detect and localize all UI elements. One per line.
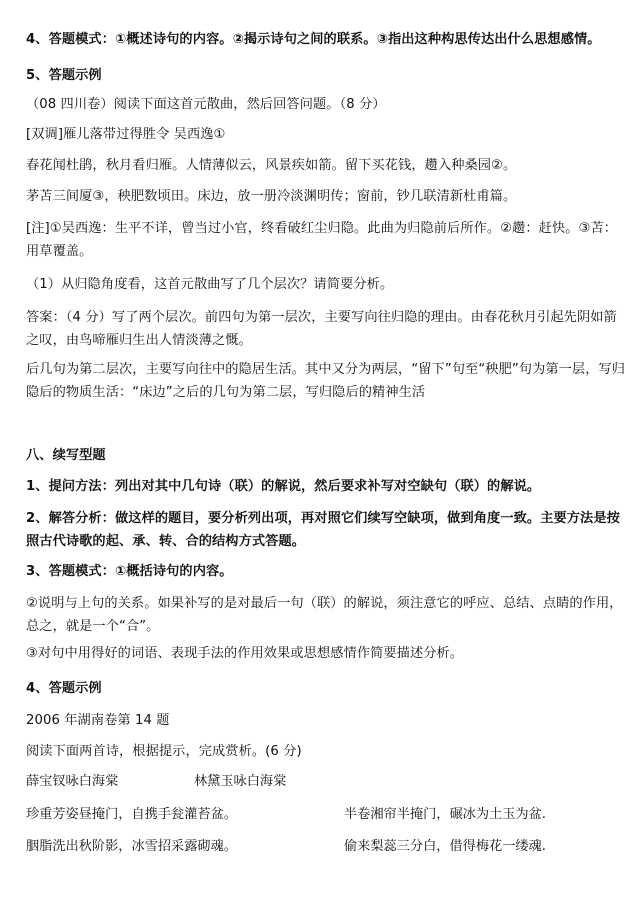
answer-mode-4: 4、答题模式：①概述诗句的内容。②揭示诗句之间的联系。③指出这种构思传达出什么思想感情。 [26, 32, 601, 47]
poem-b-line-2: 偷来梨蕊三分白，借得梅花一缕魂. [344, 839, 547, 854]
poem-a-line-2: 胭脂洗出秋阶影，冰雪招采露砌魂。 [26, 839, 237, 854]
answer-paragraph-1: 答案：（4 分）写了两个层次。前四句为第一层次，主要写向往归隐的理由。由春花秋月引起先阴如箭之叹，由鸟啼雁归生出人情淡薄之慨。 [26, 310, 617, 348]
poem-a-title: 薛宝钗咏白海棠 [26, 774, 119, 789]
method-1: 1、提问方法：列出对其中几句诗（联）的解说，然后要求补写对空缺句（联）的解说。 [26, 479, 541, 494]
poem-b-line-1: 半卷湘帘半掩门，碾冰为土玉为盆. [344, 807, 547, 822]
poem-b-title: 林黛玉咏白海棠 [194, 774, 287, 789]
poem-line-2: 茅苫三间厦③，秧肥数顷田。床边，放一册冷淡渊明传；窗前，钞几联清新杜甫篇。 [26, 189, 517, 204]
answer-paragraph-2: 后几句为第二层次，主要写向往中的隐居生活。其中又分为两层，“留下”句至“秧肥”句为第一层，写归隐后的物质生活：“床边”之后的几句为第二层，写归隐后的精神生活 [26, 362, 626, 400]
poem-line-1: 春花闻杜鹃，秋月看归雁。人情薄似云，风景疾如箭。留下买花钱，趱入种桑园②。 [26, 158, 517, 173]
section-8-heading: 八、续写型题 [26, 448, 106, 463]
analysis-2: 2、解答分析：做这样的题目，要分析列出项，再对照它们续写空缺项，做到角度一致。主要方法是按照古代诗歌的起、承、转、合的结构方式答题。 [26, 511, 620, 549]
exam-source: 2006 年湖南卷第 14 题 [26, 713, 170, 728]
answer-mode-3: 3、答题模式：①概括诗句的内容。 [26, 564, 233, 579]
question-1: （1）从归隐角度看，这首元散曲写了几个层次？请简要分析。 [26, 277, 394, 292]
answer-mode-3-point-3: ③对句中用得好的词语、表现手法的作用效果或思想感情作简要描述分析。 [26, 646, 464, 661]
example-heading-5: 5、答题示例 [26, 68, 102, 83]
answer-mode-3-point-2: ②说明与上句的关系。如果补写的是对最后一句（联）的解说，须注意它的呼应、总结、点睛的作用，总之，就是一个“合”。 [26, 596, 623, 634]
example-heading-4: 4、答题示例 [26, 681, 102, 696]
poem-a-line-1: 珍重芳姿昼掩门，自携手瓮灌苔盆。 [26, 807, 237, 822]
question-intro: （08 四川卷）阅读下面这首元散曲，然后回答问题。（8 分） [26, 97, 386, 112]
reading-instruction: 阅读下面两首诗，根据提示，完成赏析。(6 分) [26, 744, 302, 759]
poem-title: [双调]雁儿落带过得胜令 吴西逸① [26, 127, 226, 142]
poem-notes: [注]①吴西逸：生平不详，曾当过小官，终看破红尘归隐。此曲为归隐前后所作。②趱：赶快。③苫：用草覆盖。 [26, 221, 618, 259]
